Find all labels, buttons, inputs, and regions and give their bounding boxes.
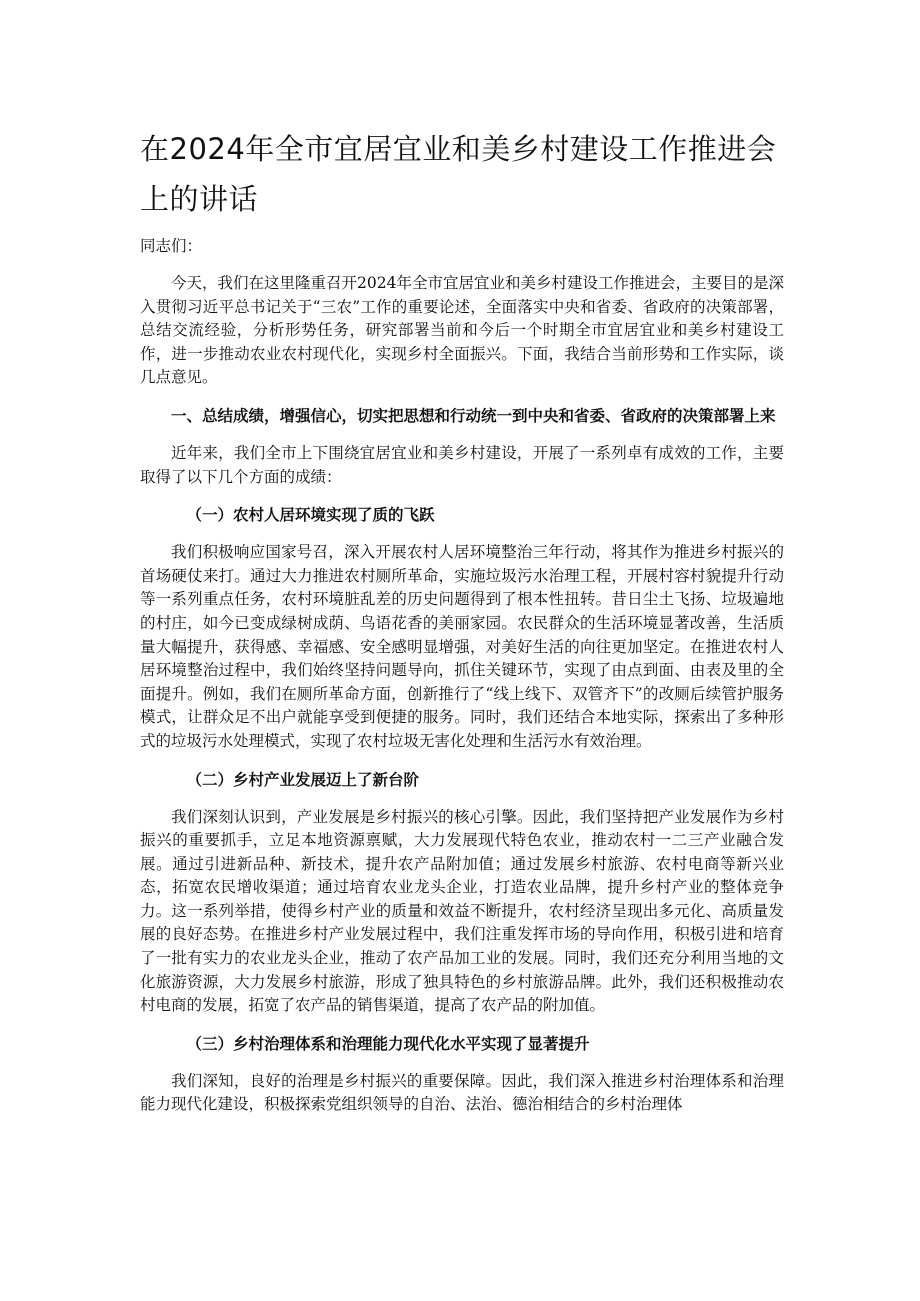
- section-1-intro: 近年来，我们全市上下围绕宜居宜业和美乡村建设，开展了一系列卓有成效的工作，主要取得了以下几个方面的成绩：: [140, 443, 784, 486]
- section-1-heading: 一、总结成绩，增强信心，切实把思想和行动统一到中央和省委、省政府的决策部署上来: [171, 406, 776, 425]
- subsection-2-body: 我们深刻认识到，产业发展是乡村振兴的核心引擎。因此，我们坚持把产业发展作为乡村振兴的重要抓手，立足本地资源禀赋，大力发展现代特色农业，推动农村一二三产业融合发展。通过引进新品种、新技术，提升农产品附加值；通过发展乡村旅游、农村电商等新兴业态，拓宽农民增收渠道；通过培育农业龙头企业，打造农业品牌，提升乡村产业的整体竞争力。这一系列举措，使得乡村产业的质量和效益不断提升，农村经济呈现出多元化、高质量发展的良好态势。在推进乡村产业发展过程中，我们注重发挥市场的导向作用，积极引进和培育了一批有实力的农业龙头企业，推动了农产品加工业的发展。同时，我们还充分利用当地的文化旅游资源，大力发展乡村旅游，形成了独具特色的乡村旅游品牌。此外，我们还积极推动农村电商的发展，拓宽了农产品的销售渠道，提高了农产品的附加值。: [140, 807, 784, 1015]
- subsection-2-heading: （二）乡村产业发展迈上了新台阶: [186, 770, 420, 789]
- salutation: 同志们：: [140, 237, 203, 255]
- document-title: 在2024年全市宜居宜业和美乡村建设工作推进会上的讲话: [140, 132, 777, 216]
- subsection-3-body: 我们深知，良好的治理是乡村振兴的重要保障。因此，我们深入推进乡村治理体系和治理能力现代化建设，积极探索党组织领导的自治、法治、德治相结合的乡村治理体: [140, 1071, 784, 1114]
- subsection-3-heading: （三）乡村治理体系和治理能力现代化水平实现了显著提升: [186, 1034, 590, 1053]
- subsection-1-body: 我们积极响应国家号召，深入开展农村人居环境整治三年行动，将其作为推进乡村振兴的首场硬仗来打。通过大力推进农村厕所革命，实施垃圾污水治理工程，开展村容村貌提升行动等一系列重点任务，农村环境脏乱差的历史问题得到了根本性扭转。昔日尘土飞扬、垃圾遍地的村庄，如今已变成绿树成荫、鸟语花香的美丽家园。农民群众的生活环境显著改善，生活质量大幅提升，获得感、幸福感、安全感明显增强，对美好生活的向往更加坚定。在推进农村人居环境整治过程中，我们始终坚持问题导向，抓住关键环节，实现了由点到面、由表及里的全面提升。例如，我们在厕所革命方面，创新推行了“线上线下、双管齐下”的改厕后续管护服务模式，让群众足不出户就能享受到便捷的服务。同时，我们还结合本地实际，探索出了多种形式的垃圾污水处理模式，实现了农村垃圾无害化处理和生活污水有效治理。: [140, 543, 784, 750]
- intro-paragraph: 今天，我们在这里隆重召开2024年全市宜居宜业和美乡村建设工作推进会，主要目的是深入贯彻习近平总书记关于“三农”工作的重要论述，全面落实中央和省委、省政府的决策部署，总结交流经验，分析形势任务，研究部署当前和今后一个时期全市宜居宜业和美乡村建设工作，进一步推动农业农村现代化，实现乡村全面振兴。下面，我结合当前形势和工作实际，谈几点意见。: [140, 274, 784, 387]
- subsection-1-heading: （一）农村人居环境实现了质的飞跃: [186, 506, 435, 525]
